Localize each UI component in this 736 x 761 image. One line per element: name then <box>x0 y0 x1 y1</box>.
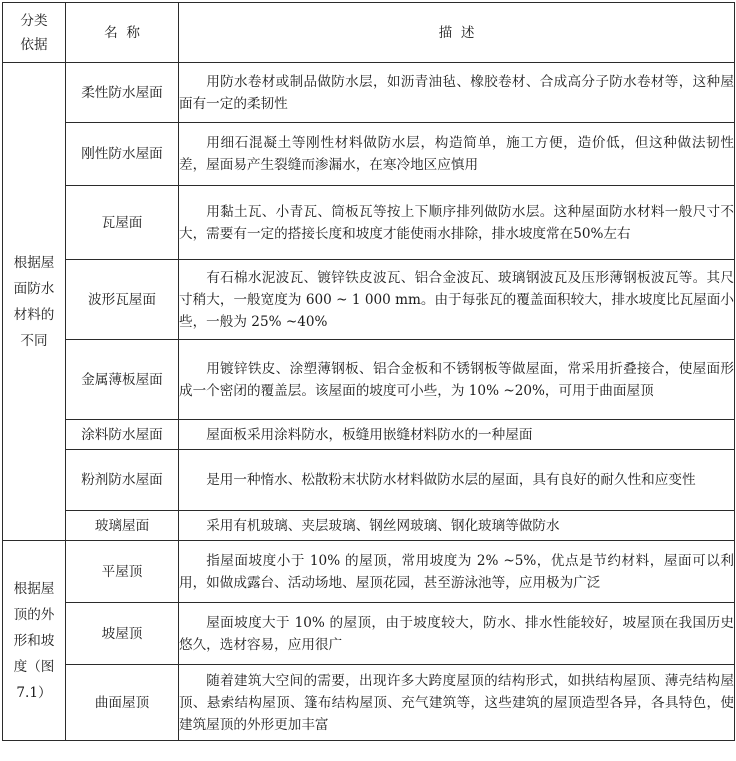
header-name <box>66 3 179 63</box>
table-row <box>3 123 735 186</box>
roof-description <box>179 260 735 340</box>
roof-description <box>179 665 735 741</box>
table-row <box>3 186 735 260</box>
roof-description <box>179 420 735 450</box>
table-row <box>3 511 735 541</box>
roof-description-text: 用防水卷材或制品做防水层，如沥青油毡、橡胶卷材、合成高分子防水卷材等，这种屋面有一定的柔韧性 <box>179 73 734 112</box>
table-row <box>3 603 735 665</box>
roof-description-text: 用细石混凝土等刚性材料做防水层，构造简单，施工方便，造价低，但这种做法韧性差，屋面易产生裂缝而渗漏水，在寒冷地区应慎用 <box>179 135 734 173</box>
table-row <box>3 541 735 603</box>
roof-name: 坡屋顶 <box>66 603 179 665</box>
header-description-label: 描 述 <box>438 24 475 41</box>
roof-description <box>179 340 735 420</box>
roof-description-text: 屋面板采用涂料防水，板缝用嵌缝材料防水的一种屋面 <box>206 426 533 443</box>
roof-name: 平屋顶 <box>66 541 179 603</box>
roof-description <box>179 450 735 511</box>
roof-classification-table <box>2 2 735 741</box>
table-row <box>3 63 735 123</box>
roof-description-text: 指屋面坡度小于 10% 的屋顶，常用坡度为 2% ~5%，优点是节约材料，屋面可以利用，如做成露台、活动场地、屋顶花园，甚至游泳池等，应用极为广泛 <box>179 552 734 591</box>
roof-description <box>179 123 735 186</box>
header-category <box>3 3 66 63</box>
group-cell-shape <box>3 541 66 741</box>
roof-description-text: 采用有机玻璃、夹层玻璃、钢丝网玻璃、钢化玻璃等做防水 <box>206 517 560 534</box>
roof-description-text: 用镀锌铁皮、涂塑薄钢板、铝合金板和不锈钢板等做屋面，常采用折叠接合，使屋面形成一个密闭的覆盖层。该屋面的坡度可小些，为 10% ~20%，可用于曲面屋顶 <box>179 360 734 399</box>
roof-description-text: 是用一种惰水、松散粉末状防水材料做防水层的屋面，具有良好的耐久性和应变性 <box>206 472 696 488</box>
header-name-label: 名 称 <box>104 24 140 41</box>
roof-description <box>179 186 735 260</box>
roof-description <box>179 541 735 603</box>
roof-description-text: 随着建筑大空间的需要，出现许多大跨度屋顶的结构形式，如拱结构屋顶、薄壳结构屋顶、悬索结构屋顶、篷布结构屋顶、充气建筑等，这些建筑的屋顶造型各异，各具特色，使建筑屋顶的外形更加丰富 <box>179 672 734 733</box>
header-category-label: 分类依据 <box>20 12 48 53</box>
group-label: 根据屋顶的外形和坡度（图7.1） <box>13 580 55 701</box>
roof-description-text: 用黏土瓦、小青瓦、筒板瓦等按上下顺序排列做防水层。这种屋面防水材料一般尺寸不大，需要有一定的搭接长度和坡度才能使雨水排除，排水坡度常在50%左右 <box>179 203 734 242</box>
header-row <box>3 3 735 63</box>
roof-name: 波形瓦屋面 <box>66 260 179 340</box>
roof-name: 涂料防水屋面 <box>66 420 179 450</box>
roof-name: 玻璃屋面 <box>66 511 179 541</box>
group-cell-material <box>3 63 66 541</box>
roof-description <box>179 511 735 541</box>
table-row <box>3 665 735 741</box>
roof-name: 曲面屋顶 <box>66 665 179 741</box>
table-row <box>3 340 735 420</box>
roof-name: 柔性防水屋面 <box>66 63 179 123</box>
group-label: 根据屋面防水材料的不同 <box>13 254 55 349</box>
roof-description <box>179 63 735 123</box>
table-row <box>3 450 735 511</box>
table-row <box>3 260 735 340</box>
roof-name: 金属薄板屋面 <box>66 340 179 420</box>
roof-description-text: 有石棉水泥波瓦、镀锌铁皮波瓦、铝合金波瓦、玻璃钢波瓦及压形薄钢板波瓦等。其尺寸稍大，一般宽度为 600 ~ 1 000 mm。由于每张瓦的覆盖面积较大，排水坡度比瓦屋面小些，一般为 25% ~40% <box>179 269 734 330</box>
roof-description <box>179 603 735 665</box>
roof-description-text: 屋面坡度大于 10% 的屋顶，由于坡度较大，防水、排水性能较好，坡屋顶在我国历史悠久，选材容易，应用很广 <box>179 614 734 653</box>
roof-name: 瓦屋面 <box>66 186 179 260</box>
header-description <box>179 3 735 63</box>
roof-name: 粉剂防水屋面 <box>66 450 179 511</box>
table-row <box>3 420 735 450</box>
roof-name: 刚性防水屋面 <box>66 123 179 186</box>
